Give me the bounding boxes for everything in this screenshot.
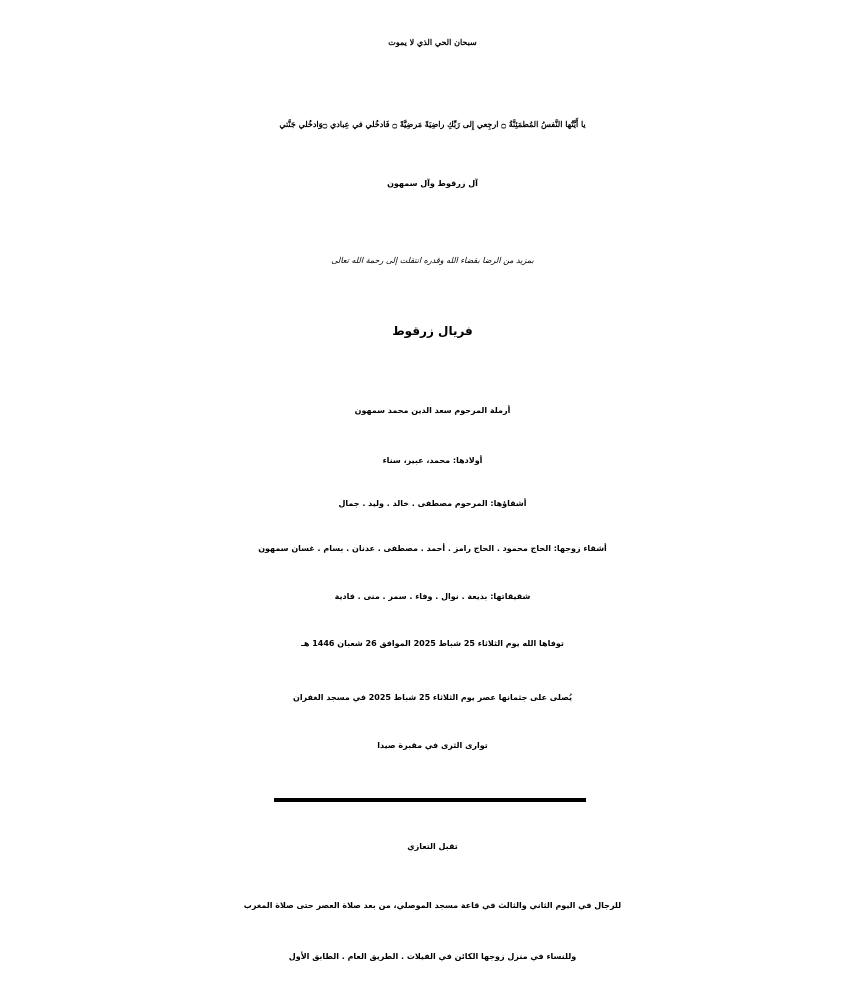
section-divider	[274, 798, 586, 802]
families-heading: آل زرقوط وآل سمهون	[387, 179, 478, 188]
children-line: أولادها: محمد، عبير، سناء	[382, 456, 483, 465]
condolences-title: تقبل التعازي	[407, 842, 458, 851]
brothers-line: أشقاؤها: المرحوم مصطفى . خالد . وليد . جمال	[338, 499, 527, 508]
header-title: سبحان الحي الذي لا يموت	[388, 37, 477, 47]
husband-brothers-line: أشقاء زوجها: الحاج محمود . الحاج رامز . أحمد . مصطفى . عدنان . بسام . غسان سمهون	[258, 544, 607, 553]
deceased-name: فريال زرقوط	[392, 324, 473, 338]
death-date-line: توفاها الله يوم الثلاثاء 25 شباط 2025 الموافق 26 شعبان 1446 هـ	[301, 639, 564, 648]
death-announcement: بمزيد من الرضا بقضاء الله وقدره انتقلت إلى رحمة الله تعالى	[331, 256, 534, 265]
condolences-women: وللنساء في منزل زوجها الكائن في الفيلات . الطريق العام . الطابق الأول	[288, 952, 577, 961]
sisters-line: شقيقاتها: بديعة . نوال . وفاء . سمر . منى . فادية	[334, 592, 531, 601]
widow-of-line: أرملة المرحوم سعد الدين محمد سمهون	[354, 406, 511, 415]
condolences-men: للرجال في اليوم الثاني والثالث في قاعة مسجد الموصلي، من بعد صلاة العصر حتى صلاة المغرب	[243, 901, 622, 910]
burial-line: توارى الثرى في مقبرة صيدا	[377, 741, 488, 750]
funeral-prayer-line: يُصلى على جثمانها عصر يوم الثلاثاء 25 شباط 2025 في مسجد الغفران	[292, 693, 572, 702]
quran-verse: يا أَيَّتُها النَّفسُ المُطمَئِنَّةُ ۝ ارجِعي إِلى رَبِّكِ راضِيَةً مَرضِيَّةً ۝ فَادخُلي في عِبادي ۝وَادخُلي جَنَّتي	[279, 119, 586, 129]
